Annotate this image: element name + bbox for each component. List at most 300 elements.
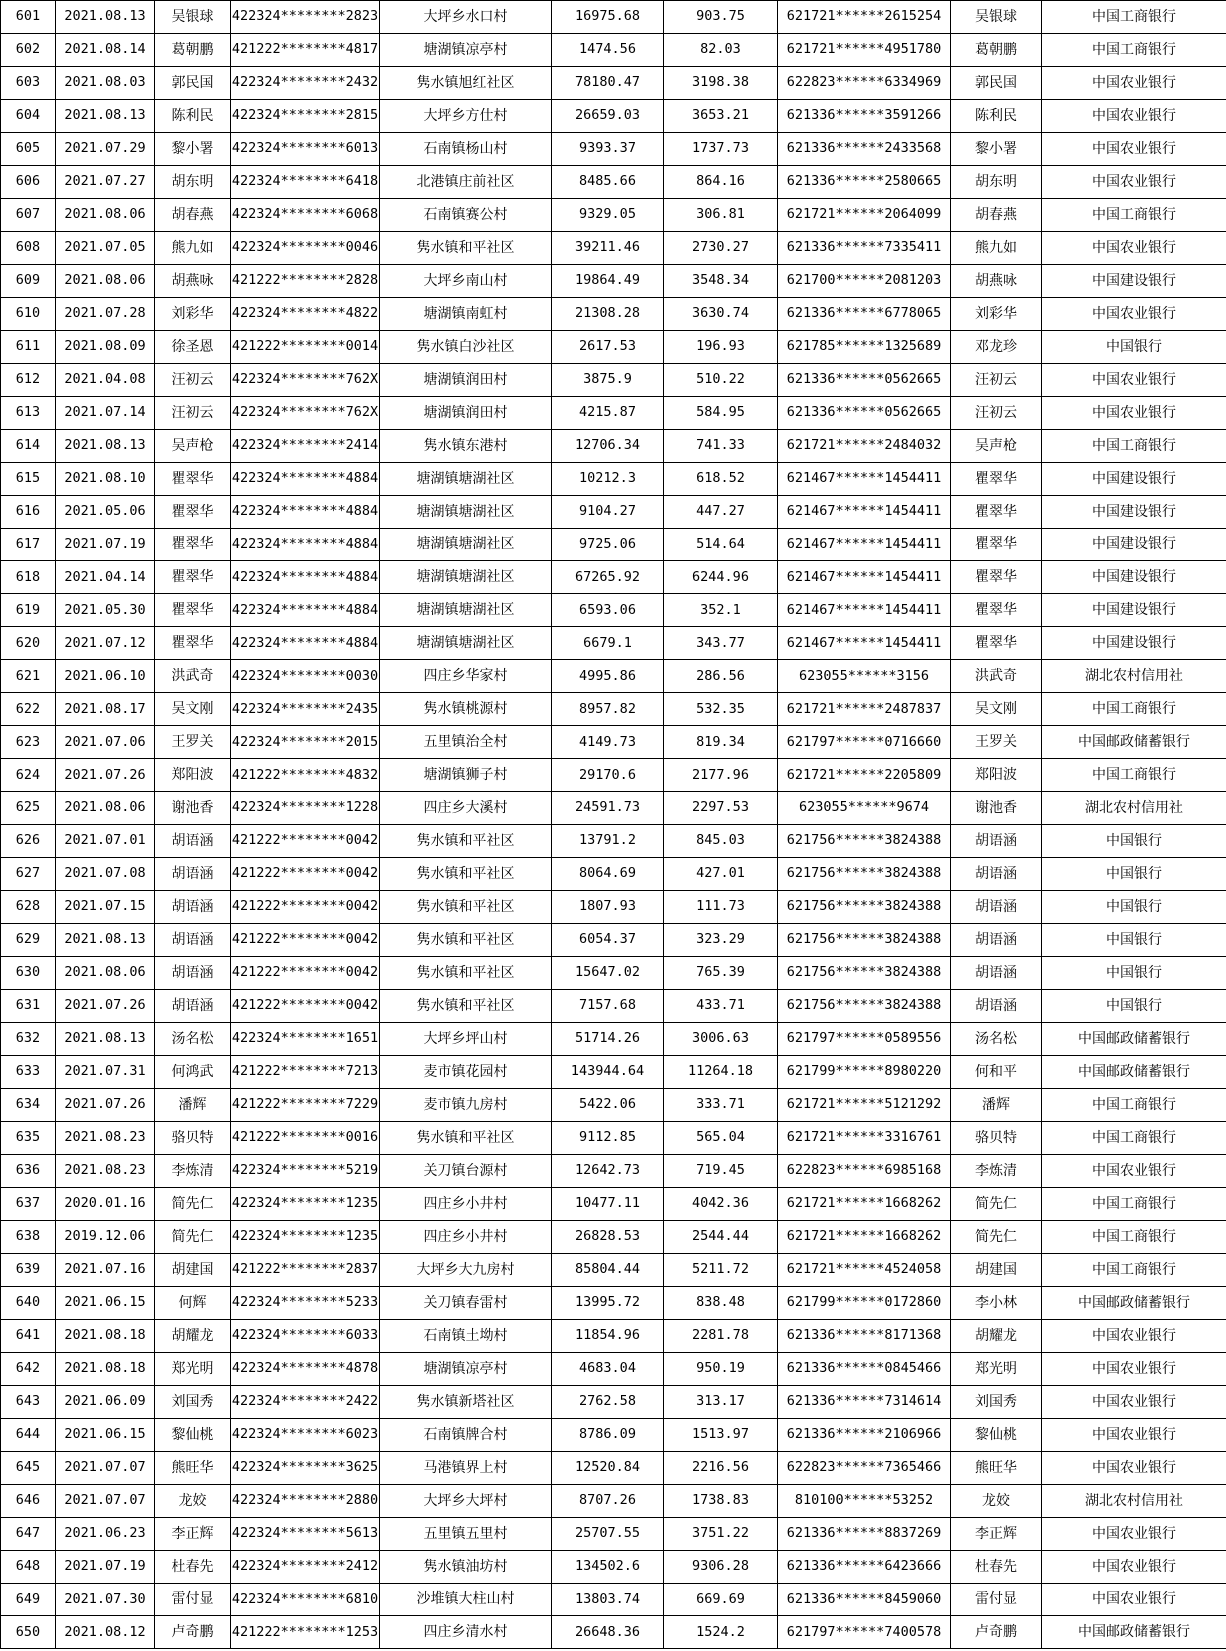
table-row bbox=[1, 132, 1226, 165]
date-cell: 2021.07.28 bbox=[56, 297, 155, 330]
table-row bbox=[1, 99, 1226, 132]
bank-cell: 中国工商银行 bbox=[1042, 33, 1226, 66]
account-number-cell: 621721******1668262 bbox=[778, 1220, 951, 1253]
address-cell: 隽水镇新塔社区 bbox=[380, 1385, 552, 1418]
subsidy-cell: 111.73 bbox=[664, 891, 778, 924]
id-number-cell: 421222********0042 bbox=[231, 957, 380, 990]
address-cell: 隽水镇白沙社区 bbox=[380, 330, 552, 363]
table-row bbox=[1, 429, 1226, 462]
id-number-cell: 422324********6023 bbox=[231, 1418, 380, 1451]
row-number-cell: 610 bbox=[1, 297, 56, 330]
amount-cell: 1474.56 bbox=[552, 33, 664, 66]
row-number-cell: 648 bbox=[1, 1550, 56, 1583]
bank-cell: 中国建设银行 bbox=[1042, 561, 1226, 594]
row-number-cell: 650 bbox=[1, 1616, 56, 1649]
bank-cell: 中国农业银行 bbox=[1042, 1352, 1226, 1385]
amount-cell: 6054.37 bbox=[552, 924, 664, 957]
row-number-cell: 603 bbox=[1, 66, 56, 99]
row-number-cell: 649 bbox=[1, 1583, 56, 1616]
address-cell: 麦市镇花园村 bbox=[380, 1056, 552, 1089]
address-cell: 塘湖镇塘湖社区 bbox=[380, 594, 552, 627]
payee-cell: 胡语涵 bbox=[951, 825, 1042, 858]
bank-cell: 中国农业银行 bbox=[1042, 99, 1226, 132]
row-number-cell: 636 bbox=[1, 1154, 56, 1187]
row-number-cell: 601 bbox=[1, 1, 56, 34]
payee-cell: 龙姣 bbox=[951, 1484, 1042, 1517]
amount-cell: 2762.58 bbox=[552, 1385, 664, 1418]
account-number-cell: 621336******8459060 bbox=[778, 1583, 951, 1616]
name-cell: 郭民国 bbox=[155, 66, 231, 99]
date-cell: 2021.07.01 bbox=[56, 825, 155, 858]
name-cell: 胡燕咏 bbox=[155, 264, 231, 297]
row-number-cell: 614 bbox=[1, 429, 56, 462]
bank-cell: 中国农业银行 bbox=[1042, 165, 1226, 198]
bank-cell: 中国农业银行 bbox=[1042, 363, 1226, 396]
amount-cell: 39211.46 bbox=[552, 231, 664, 264]
row-number-cell: 615 bbox=[1, 462, 56, 495]
account-number-cell: 621756******3824388 bbox=[778, 957, 951, 990]
subsidy-cell: 6244.96 bbox=[664, 561, 778, 594]
payee-cell: 杜春先 bbox=[951, 1550, 1042, 1583]
bank-cell: 中国农业银行 bbox=[1042, 297, 1226, 330]
address-cell: 四庄乡清水村 bbox=[380, 1616, 552, 1649]
table-row bbox=[1, 891, 1226, 924]
bank-cell: 湖北农村信用社 bbox=[1042, 1484, 1226, 1517]
payee-cell: 黎仙桃 bbox=[951, 1418, 1042, 1451]
name-cell: 杜春先 bbox=[155, 1550, 231, 1583]
amount-cell: 3875.9 bbox=[552, 363, 664, 396]
amount-cell: 67265.92 bbox=[552, 561, 664, 594]
date-cell: 2021.08.17 bbox=[56, 693, 155, 726]
bank-cell: 中国建设银行 bbox=[1042, 264, 1226, 297]
subsidy-cell: 864.16 bbox=[664, 165, 778, 198]
amount-cell: 12520.84 bbox=[552, 1451, 664, 1484]
account-number-cell: 621756******3824388 bbox=[778, 858, 951, 891]
table-row bbox=[1, 957, 1226, 990]
subsidy-cell: 333.71 bbox=[664, 1088, 778, 1121]
subsidy-cell: 313.17 bbox=[664, 1385, 778, 1418]
address-cell: 隽水镇和平社区 bbox=[380, 891, 552, 924]
name-cell: 谢池香 bbox=[155, 792, 231, 825]
amount-cell: 4683.04 bbox=[552, 1352, 664, 1385]
subsidy-cell: 343.77 bbox=[664, 627, 778, 660]
amount-cell: 78180.47 bbox=[552, 66, 664, 99]
subsidy-cell: 323.29 bbox=[664, 924, 778, 957]
bank-cell: 中国工商银行 bbox=[1042, 1187, 1226, 1220]
amount-cell: 12706.34 bbox=[552, 429, 664, 462]
bank-cell: 中国建设银行 bbox=[1042, 528, 1226, 561]
account-number-cell: 621797******0589556 bbox=[778, 1023, 951, 1056]
date-cell: 2021.07.31 bbox=[56, 1056, 155, 1089]
account-number-cell: 622823******7365466 bbox=[778, 1451, 951, 1484]
date-cell: 2021.08.18 bbox=[56, 1352, 155, 1385]
address-cell: 麦市镇九房村 bbox=[380, 1088, 552, 1121]
subsidy-cell: 741.33 bbox=[664, 429, 778, 462]
address-cell: 大坪乡南山村 bbox=[380, 264, 552, 297]
row-number-cell: 640 bbox=[1, 1286, 56, 1319]
name-cell: 陈利民 bbox=[155, 99, 231, 132]
bank-cell: 中国工商银行 bbox=[1042, 693, 1226, 726]
bank-cell: 中国银行 bbox=[1042, 924, 1226, 957]
row-number-cell: 634 bbox=[1, 1088, 56, 1121]
table-row bbox=[1, 660, 1226, 693]
date-cell: 2021.07.15 bbox=[56, 891, 155, 924]
amount-cell: 5422.06 bbox=[552, 1088, 664, 1121]
id-number-cell: 422324********6068 bbox=[231, 198, 380, 231]
account-number-cell: 621797******7400578 bbox=[778, 1616, 951, 1649]
subsidy-cell: 3548.34 bbox=[664, 264, 778, 297]
address-cell: 沙堆镇大柱山村 bbox=[380, 1583, 552, 1616]
account-number-cell: 621336******0845466 bbox=[778, 1352, 951, 1385]
account-number-cell: 622823******6334969 bbox=[778, 66, 951, 99]
address-cell: 塘湖镇凉亭村 bbox=[380, 33, 552, 66]
bank-cell: 中国建设银行 bbox=[1042, 495, 1226, 528]
id-number-cell: 421222********4832 bbox=[231, 759, 380, 792]
name-cell: 郑阳波 bbox=[155, 759, 231, 792]
name-cell: 李正辉 bbox=[155, 1517, 231, 1550]
name-cell: 潘辉 bbox=[155, 1088, 231, 1121]
table-row bbox=[1, 594, 1226, 627]
payee-cell: 郭民国 bbox=[951, 66, 1042, 99]
address-cell: 大坪乡大坪村 bbox=[380, 1484, 552, 1517]
id-number-cell: 421222********0042 bbox=[231, 990, 380, 1023]
account-number-cell: 621721******2484032 bbox=[778, 429, 951, 462]
name-cell: 瞿翠华 bbox=[155, 561, 231, 594]
name-cell: 胡语涵 bbox=[155, 858, 231, 891]
amount-cell: 85804.44 bbox=[552, 1253, 664, 1286]
address-cell: 塘湖镇塘湖社区 bbox=[380, 627, 552, 660]
account-number-cell: 623055******9674 bbox=[778, 792, 951, 825]
subsidy-cell: 514.64 bbox=[664, 528, 778, 561]
table-row bbox=[1, 396, 1226, 429]
id-number-cell: 422324********2412 bbox=[231, 1550, 380, 1583]
name-cell: 胡语涵 bbox=[155, 957, 231, 990]
payee-cell: 瞿翠华 bbox=[951, 561, 1042, 594]
amount-cell: 6593.06 bbox=[552, 594, 664, 627]
subsidy-cell: 584.95 bbox=[664, 396, 778, 429]
subsidy-cell: 82.03 bbox=[664, 33, 778, 66]
payee-cell: 汪初云 bbox=[951, 363, 1042, 396]
id-number-cell: 421222********7229 bbox=[231, 1088, 380, 1121]
bank-cell: 中国邮政储蓄银行 bbox=[1042, 1616, 1226, 1649]
address-cell: 隽水镇桃源村 bbox=[380, 693, 552, 726]
table-row bbox=[1, 462, 1226, 495]
amount-cell: 51714.26 bbox=[552, 1023, 664, 1056]
amount-cell: 9329.05 bbox=[552, 198, 664, 231]
account-number-cell: 621721******2487837 bbox=[778, 693, 951, 726]
row-number-cell: 643 bbox=[1, 1385, 56, 1418]
row-number-cell: 618 bbox=[1, 561, 56, 594]
address-cell: 隽水镇和平社区 bbox=[380, 924, 552, 957]
bank-cell: 中国工商银行 bbox=[1042, 1253, 1226, 1286]
row-number-cell: 641 bbox=[1, 1319, 56, 1352]
date-cell: 2021.08.13 bbox=[56, 99, 155, 132]
date-cell: 2021.04.08 bbox=[56, 363, 155, 396]
name-cell: 熊旺华 bbox=[155, 1451, 231, 1484]
date-cell: 2021.07.06 bbox=[56, 726, 155, 759]
subsidy-cell: 669.69 bbox=[664, 1583, 778, 1616]
address-cell: 塘湖镇塘湖社区 bbox=[380, 495, 552, 528]
subsidy-cell: 903.75 bbox=[664, 1, 778, 34]
row-number-cell: 604 bbox=[1, 99, 56, 132]
subsidy-cell: 5211.72 bbox=[664, 1253, 778, 1286]
address-cell: 关刀镇春雷村 bbox=[380, 1286, 552, 1319]
amount-cell: 12642.73 bbox=[552, 1154, 664, 1187]
id-number-cell: 422324********2422 bbox=[231, 1385, 380, 1418]
date-cell: 2021.08.12 bbox=[56, 1616, 155, 1649]
row-number-cell: 602 bbox=[1, 33, 56, 66]
id-number-cell: 422324********1651 bbox=[231, 1023, 380, 1056]
subsidy-cell: 510.22 bbox=[664, 363, 778, 396]
row-number-cell: 626 bbox=[1, 825, 56, 858]
date-cell: 2021.07.19 bbox=[56, 1550, 155, 1583]
bank-cell: 中国农业银行 bbox=[1042, 231, 1226, 264]
payee-cell: 何和平 bbox=[951, 1056, 1042, 1089]
bank-cell: 中国农业银行 bbox=[1042, 1550, 1226, 1583]
table-row bbox=[1, 1385, 1226, 1418]
bank-cell: 中国工商银行 bbox=[1042, 759, 1226, 792]
payee-cell: 陈利民 bbox=[951, 99, 1042, 132]
table-row bbox=[1, 1220, 1226, 1253]
payee-cell: 熊九如 bbox=[951, 231, 1042, 264]
row-number-cell: 637 bbox=[1, 1187, 56, 1220]
payee-cell: 胡春燕 bbox=[951, 198, 1042, 231]
account-number-cell: 621756******3824388 bbox=[778, 891, 951, 924]
payee-cell: 胡耀龙 bbox=[951, 1319, 1042, 1352]
id-number-cell: 422324********2435 bbox=[231, 693, 380, 726]
address-cell: 塘湖镇润田村 bbox=[380, 396, 552, 429]
id-number-cell: 421222********4817 bbox=[231, 33, 380, 66]
account-number-cell: 621336******2106966 bbox=[778, 1418, 951, 1451]
subsidy-cell: 3198.38 bbox=[664, 66, 778, 99]
address-cell: 石南镇赛公村 bbox=[380, 198, 552, 231]
address-cell: 大坪乡大九房村 bbox=[380, 1253, 552, 1286]
row-number-cell: 605 bbox=[1, 132, 56, 165]
address-cell: 关刀镇台源村 bbox=[380, 1154, 552, 1187]
amount-cell: 24591.73 bbox=[552, 792, 664, 825]
payee-cell: 胡建国 bbox=[951, 1253, 1042, 1286]
subsidy-cell: 9306.28 bbox=[664, 1550, 778, 1583]
name-cell: 何鸿武 bbox=[155, 1056, 231, 1089]
account-number-cell: 621336******2433568 bbox=[778, 132, 951, 165]
date-cell: 2021.05.30 bbox=[56, 594, 155, 627]
payee-cell: 熊旺华 bbox=[951, 1451, 1042, 1484]
address-cell: 石南镇杨山村 bbox=[380, 132, 552, 165]
account-number-cell: 621336******2580665 bbox=[778, 165, 951, 198]
row-number-cell: 621 bbox=[1, 660, 56, 693]
id-number-cell: 422324********6033 bbox=[231, 1319, 380, 1352]
date-cell: 2021.07.14 bbox=[56, 396, 155, 429]
row-number-cell: 631 bbox=[1, 990, 56, 1023]
id-number-cell: 421222********0016 bbox=[231, 1121, 380, 1154]
address-cell: 大坪乡坪山村 bbox=[380, 1023, 552, 1056]
id-number-cell: 422324********5219 bbox=[231, 1154, 380, 1187]
amount-cell: 9104.27 bbox=[552, 495, 664, 528]
bank-cell: 中国邮政储蓄银行 bbox=[1042, 1023, 1226, 1056]
account-number-cell: 810100******53252 bbox=[778, 1484, 951, 1517]
table-row bbox=[1, 1154, 1226, 1187]
address-cell: 四庄乡大溪村 bbox=[380, 792, 552, 825]
address-cell: 隽水镇东港村 bbox=[380, 429, 552, 462]
bank-cell: 中国工商银行 bbox=[1042, 1088, 1226, 1121]
amount-cell: 9393.37 bbox=[552, 132, 664, 165]
address-cell: 石南镇牌合村 bbox=[380, 1418, 552, 1451]
id-number-cell: 422324********0030 bbox=[231, 660, 380, 693]
table-row bbox=[1, 726, 1226, 759]
id-number-cell: 421222********1253 bbox=[231, 1616, 380, 1649]
row-number-cell: 628 bbox=[1, 891, 56, 924]
bank-cell: 中国农业银行 bbox=[1042, 1517, 1226, 1550]
address-cell: 塘湖镇润田村 bbox=[380, 363, 552, 396]
address-cell: 塘湖镇南虹村 bbox=[380, 297, 552, 330]
row-number-cell: 627 bbox=[1, 858, 56, 891]
table-row bbox=[1, 1253, 1226, 1286]
payee-cell: 李炼清 bbox=[951, 1154, 1042, 1187]
amount-cell: 15647.02 bbox=[552, 957, 664, 990]
account-number-cell: 621721******4524058 bbox=[778, 1253, 951, 1286]
account-number-cell: 621700******2081203 bbox=[778, 264, 951, 297]
account-number-cell: 621336******7335411 bbox=[778, 231, 951, 264]
name-cell: 瞿翠华 bbox=[155, 594, 231, 627]
subsidy-cell: 2544.44 bbox=[664, 1220, 778, 1253]
address-cell: 隽水镇和平社区 bbox=[380, 990, 552, 1023]
payee-cell: 李正辉 bbox=[951, 1517, 1042, 1550]
table-row bbox=[1, 1484, 1226, 1517]
date-cell: 2021.08.14 bbox=[56, 33, 155, 66]
account-number-cell: 621467******1454411 bbox=[778, 627, 951, 660]
bank-cell: 湖北农村信用社 bbox=[1042, 660, 1226, 693]
payee-cell: 谢池香 bbox=[951, 792, 1042, 825]
subsidy-cell: 838.48 bbox=[664, 1286, 778, 1319]
id-number-cell: 422324********4884 bbox=[231, 528, 380, 561]
date-cell: 2021.08.13 bbox=[56, 924, 155, 957]
amount-cell: 19864.49 bbox=[552, 264, 664, 297]
row-number-cell: 644 bbox=[1, 1418, 56, 1451]
table-row bbox=[1, 858, 1226, 891]
row-number-cell: 611 bbox=[1, 330, 56, 363]
table-row bbox=[1, 693, 1226, 726]
id-number-cell: 422324********6013 bbox=[231, 132, 380, 165]
row-number-cell: 633 bbox=[1, 1056, 56, 1089]
amount-cell: 7157.68 bbox=[552, 990, 664, 1023]
bank-cell: 中国工商银行 bbox=[1042, 1220, 1226, 1253]
table-row bbox=[1, 33, 1226, 66]
date-cell: 2021.07.30 bbox=[56, 1583, 155, 1616]
amount-cell: 9112.85 bbox=[552, 1121, 664, 1154]
name-cell: 瞿翠华 bbox=[155, 528, 231, 561]
date-cell: 2021.07.08 bbox=[56, 858, 155, 891]
payee-cell: 卢奇鹏 bbox=[951, 1616, 1042, 1649]
address-cell: 隽水镇和平社区 bbox=[380, 858, 552, 891]
date-cell: 2021.08.13 bbox=[56, 1, 155, 34]
name-cell: 王罗关 bbox=[155, 726, 231, 759]
row-number-cell: 607 bbox=[1, 198, 56, 231]
table-row bbox=[1, 1352, 1226, 1385]
payee-cell: 李小林 bbox=[951, 1286, 1042, 1319]
row-number-cell: 642 bbox=[1, 1352, 56, 1385]
row-number-cell: 616 bbox=[1, 495, 56, 528]
address-cell: 大坪乡方仕村 bbox=[380, 99, 552, 132]
name-cell: 熊九如 bbox=[155, 231, 231, 264]
subsidy-cell: 286.56 bbox=[664, 660, 778, 693]
id-number-cell: 422324********2880 bbox=[231, 1484, 380, 1517]
date-cell: 2021.07.07 bbox=[56, 1484, 155, 1517]
account-number-cell: 621721******5121292 bbox=[778, 1088, 951, 1121]
amount-cell: 10477.11 bbox=[552, 1187, 664, 1220]
account-number-cell: 621756******3824388 bbox=[778, 825, 951, 858]
amount-cell: 13995.72 bbox=[552, 1286, 664, 1319]
id-number-cell: 422324********3625 bbox=[231, 1451, 380, 1484]
subsidy-cell: 1524.2 bbox=[664, 1616, 778, 1649]
payee-cell: 瞿翠华 bbox=[951, 462, 1042, 495]
table-row bbox=[1, 1418, 1226, 1451]
row-number-cell: 629 bbox=[1, 924, 56, 957]
amount-cell: 8707.26 bbox=[552, 1484, 664, 1517]
row-number-cell: 619 bbox=[1, 594, 56, 627]
address-cell: 四庄乡华家村 bbox=[380, 660, 552, 693]
table-row bbox=[1, 1451, 1226, 1484]
payee-cell: 汪初云 bbox=[951, 396, 1042, 429]
name-cell: 骆贝特 bbox=[155, 1121, 231, 1154]
id-number-cell: 421222********0042 bbox=[231, 924, 380, 957]
id-number-cell: 422324********4884 bbox=[231, 594, 380, 627]
id-number-cell: 422324********4822 bbox=[231, 297, 380, 330]
name-cell: 胡语涵 bbox=[155, 924, 231, 957]
amount-cell: 2617.53 bbox=[552, 330, 664, 363]
date-cell: 2021.07.26 bbox=[56, 990, 155, 1023]
payee-cell: 瞿翠华 bbox=[951, 594, 1042, 627]
name-cell: 瞿翠华 bbox=[155, 462, 231, 495]
amount-cell: 13791.2 bbox=[552, 825, 664, 858]
date-cell: 2021.07.16 bbox=[56, 1253, 155, 1286]
payee-cell: 刘彩华 bbox=[951, 297, 1042, 330]
date-cell: 2021.08.13 bbox=[56, 1023, 155, 1056]
date-cell: 2019.12.06 bbox=[56, 1220, 155, 1253]
address-cell: 隽水镇和平社区 bbox=[380, 231, 552, 264]
date-cell: 2021.08.23 bbox=[56, 1121, 155, 1154]
name-cell: 李炼清 bbox=[155, 1154, 231, 1187]
id-number-cell: 422324********2815 bbox=[231, 99, 380, 132]
address-cell: 隽水镇和平社区 bbox=[380, 957, 552, 990]
id-number-cell: 422324********1228 bbox=[231, 792, 380, 825]
date-cell: 2021.04.14 bbox=[56, 561, 155, 594]
address-cell: 四庄乡小井村 bbox=[380, 1187, 552, 1220]
payee-cell: 胡语涵 bbox=[951, 858, 1042, 891]
date-cell: 2021.07.26 bbox=[56, 759, 155, 792]
name-cell: 胡春燕 bbox=[155, 198, 231, 231]
address-cell: 塘湖镇塘湖社区 bbox=[380, 462, 552, 495]
name-cell: 卢奇鹏 bbox=[155, 1616, 231, 1649]
bank-cell: 中国建设银行 bbox=[1042, 594, 1226, 627]
date-cell: 2021.08.18 bbox=[56, 1319, 155, 1352]
name-cell: 胡语涵 bbox=[155, 891, 231, 924]
account-number-cell: 622823******6985168 bbox=[778, 1154, 951, 1187]
id-number-cell: 422324********2432 bbox=[231, 66, 380, 99]
address-cell: 五里镇五里村 bbox=[380, 1517, 552, 1550]
subsidy-cell: 3653.21 bbox=[664, 99, 778, 132]
date-cell: 2021.07.12 bbox=[56, 627, 155, 660]
address-cell: 塘湖镇塘湖社区 bbox=[380, 528, 552, 561]
address-cell: 隽水镇油坊村 bbox=[380, 1550, 552, 1583]
amount-cell: 13803.74 bbox=[552, 1583, 664, 1616]
row-number-cell: 635 bbox=[1, 1121, 56, 1154]
address-cell: 北港镇庄前社区 bbox=[380, 165, 552, 198]
amount-cell: 4995.86 bbox=[552, 660, 664, 693]
subsidy-cell: 2297.53 bbox=[664, 792, 778, 825]
table-row bbox=[1, 1286, 1226, 1319]
row-number-cell: 612 bbox=[1, 363, 56, 396]
account-number-cell: 621721******3316761 bbox=[778, 1121, 951, 1154]
